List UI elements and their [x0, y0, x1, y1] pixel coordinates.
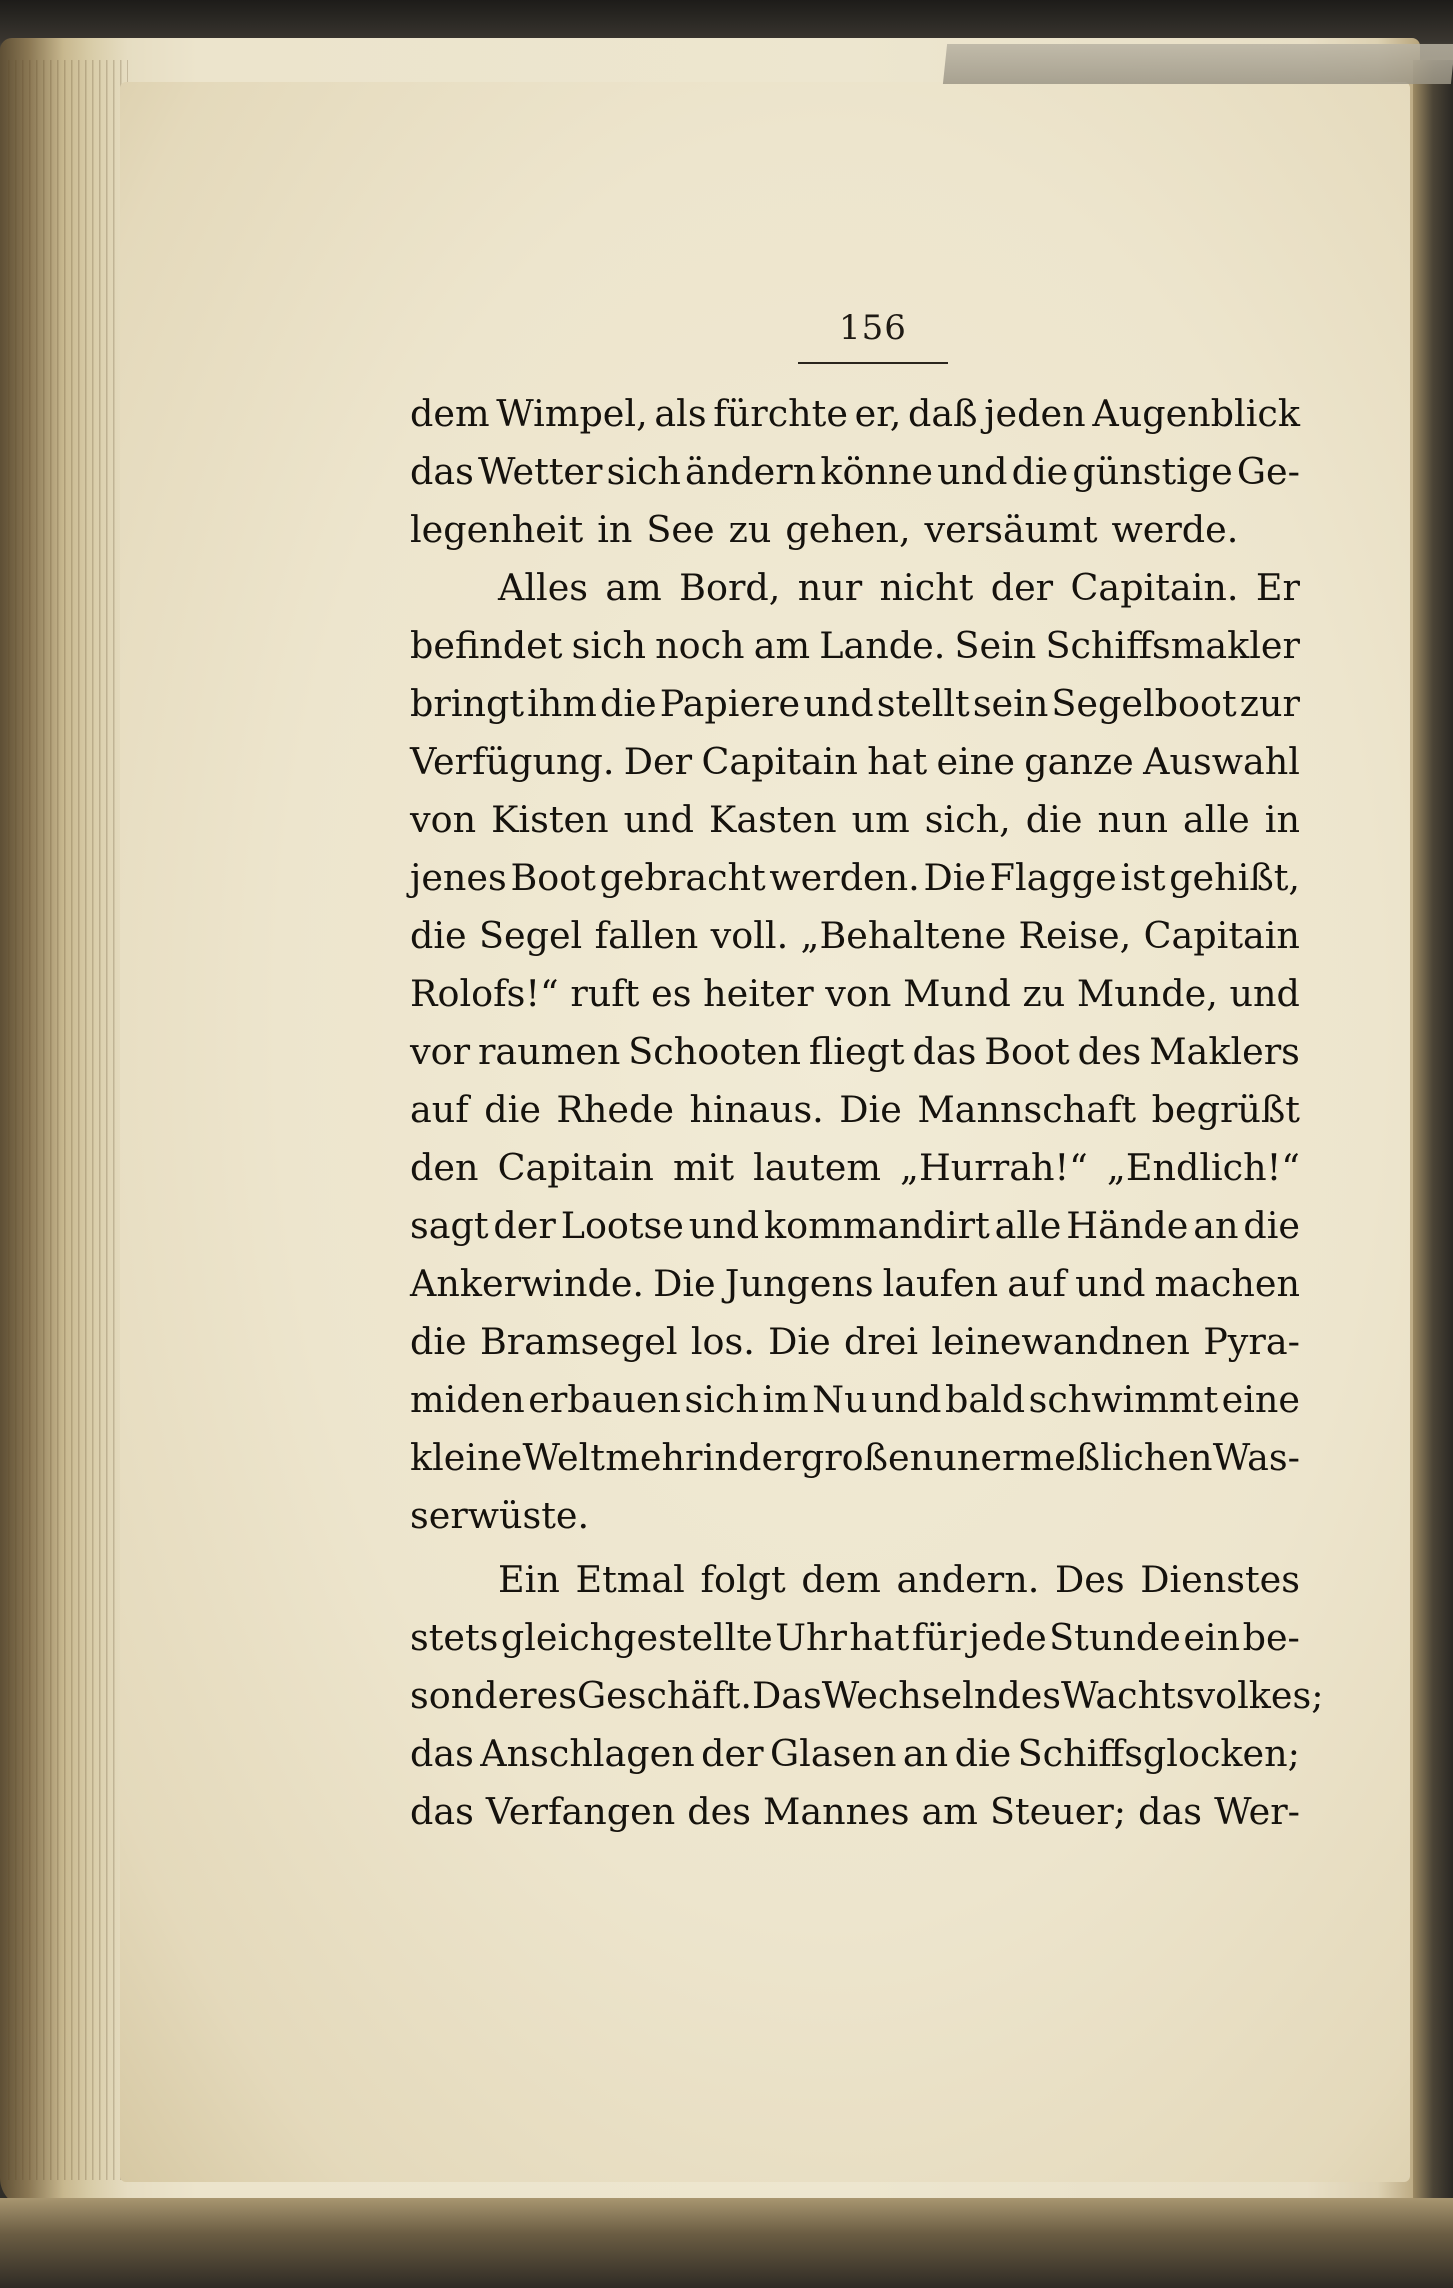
word: noch	[655, 624, 745, 667]
word: raumen	[477, 1030, 621, 1073]
word: ganze	[1024, 740, 1134, 783]
word: jede	[968, 1616, 1047, 1659]
word: Lande.	[819, 624, 946, 667]
word: Mannschaft	[917, 1088, 1137, 1131]
word: nur	[797, 566, 863, 609]
word: Capitain	[497, 1146, 654, 1189]
word: erbauen	[528, 1378, 682, 1421]
word: andern.	[896, 1558, 1040, 1601]
text-line	[410, 675, 1300, 733]
page-edges	[8, 60, 128, 2180]
word: Auswahl	[1143, 740, 1300, 783]
word: fürchte	[713, 392, 848, 435]
word: Ge-	[1236, 450, 1300, 493]
tape-strip	[943, 44, 1453, 84]
page-number-rule	[798, 362, 948, 364]
word: Augenblick	[1092, 392, 1300, 435]
word: Wimpel,	[496, 392, 648, 435]
word: fliegt	[808, 1030, 905, 1073]
word: Flagge	[989, 856, 1117, 899]
word: an	[902, 1732, 949, 1775]
word: gebracht	[599, 856, 766, 899]
word: Reise,	[1018, 914, 1132, 957]
word: sonderes	[410, 1674, 577, 1717]
word: eine	[936, 740, 1015, 783]
word: See	[646, 508, 715, 551]
word: Anschlagen	[480, 1732, 695, 1775]
word: hinaus.	[689, 1088, 824, 1131]
word: unermeßlichen	[933, 1436, 1213, 1479]
word: Alles	[498, 566, 589, 609]
body-text	[410, 385, 1324, 1841]
word: zur	[1239, 682, 1300, 725]
word: Das	[751, 1674, 822, 1717]
word: des	[1077, 1030, 1142, 1073]
word: Er	[1255, 566, 1300, 609]
word: Kasten	[709, 798, 837, 841]
text-line	[410, 965, 1300, 1023]
word: daß	[908, 392, 978, 435]
text-line	[410, 849, 1300, 907]
text-line	[410, 1551, 1300, 1609]
word: das	[410, 1732, 474, 1775]
word: Bord,	[679, 566, 781, 609]
word: als	[654, 392, 707, 435]
text-line	[410, 1313, 1300, 1371]
word: Schiffsmakler	[1045, 624, 1300, 667]
word: heiter	[703, 972, 814, 1015]
word: dem	[410, 392, 490, 435]
word: die	[954, 1732, 1012, 1775]
text-line	[410, 1023, 1300, 1081]
book-bottom-edge	[0, 2198, 1453, 2288]
word: der	[990, 566, 1054, 609]
word: sich	[606, 450, 681, 493]
word: in	[1264, 798, 1300, 841]
word: befindet	[410, 624, 563, 667]
word: Geschäft.	[576, 1674, 752, 1717]
word: die	[410, 914, 467, 957]
word: Der	[623, 740, 693, 783]
word: den	[410, 1146, 479, 1189]
word: Die	[839, 1088, 902, 1131]
word: Pyra-	[1203, 1320, 1300, 1363]
word: Verfügung.	[410, 740, 615, 783]
text-line	[410, 1667, 1324, 1725]
word: Wechseln	[821, 1674, 998, 1717]
word: die	[1011, 450, 1069, 493]
word: ist	[1120, 856, 1166, 899]
word: Schooten	[628, 1030, 801, 1073]
word: „Endlich!“	[1106, 1146, 1300, 1189]
word: Die	[653, 1262, 716, 1305]
word: stets	[410, 1616, 499, 1659]
word: und	[871, 1378, 942, 1421]
word: Schiffsglocken;	[1017, 1732, 1300, 1775]
word: Ein	[498, 1558, 560, 1601]
word: kleine	[410, 1436, 523, 1479]
word: alle	[1183, 798, 1250, 841]
word: sich	[571, 624, 646, 667]
word: Hände	[1066, 1204, 1189, 1247]
word: hat	[867, 740, 928, 783]
word: Glasen	[770, 1732, 897, 1775]
word: Uhr	[775, 1616, 847, 1659]
word: Kisten	[491, 798, 609, 841]
word: laufen	[882, 1262, 999, 1305]
word: Rhede	[556, 1088, 674, 1131]
word: Wer-	[1214, 1790, 1300, 1833]
word: Lootse	[560, 1204, 684, 1247]
word: folgt	[700, 1558, 786, 1601]
word: lautem	[753, 1146, 881, 1189]
word: von	[410, 798, 477, 841]
word: und	[803, 682, 874, 725]
word: gleichgestellte	[500, 1616, 773, 1659]
word: alle	[994, 1204, 1062, 1247]
text-line	[410, 1725, 1300, 1783]
word: machen	[1154, 1262, 1300, 1305]
word: auf	[1007, 1262, 1067, 1305]
word: und	[1075, 1262, 1146, 1305]
word: Welt	[522, 1436, 605, 1479]
word: Stunde	[1049, 1616, 1181, 1659]
text-line	[410, 1609, 1300, 1667]
text-line	[410, 791, 1300, 849]
word: werden.	[769, 856, 920, 899]
word: Segelboot	[1051, 682, 1237, 725]
text-line	[410, 1783, 1300, 1841]
word: zu	[728, 508, 772, 551]
word: die	[600, 682, 657, 725]
word: am	[605, 566, 662, 609]
word: Maklers	[1149, 1030, 1300, 1073]
word: der	[738, 1436, 801, 1479]
word: Jungens	[724, 1262, 874, 1305]
word: für	[911, 1616, 967, 1659]
word: Bramsegel	[479, 1320, 678, 1363]
word: und	[688, 1204, 760, 1247]
word: dem	[801, 1558, 881, 1601]
word: serwüste.	[410, 1494, 590, 1537]
text-line	[410, 1429, 1300, 1487]
word: fallen	[594, 914, 699, 957]
word: gehen,	[785, 508, 911, 551]
word: bringt	[410, 682, 525, 725]
text-line	[410, 559, 1300, 617]
word: des	[687, 1790, 751, 1833]
word: um	[851, 798, 910, 841]
word: die	[484, 1088, 541, 1131]
word: be-	[1242, 1616, 1300, 1659]
text-line	[410, 1255, 1300, 1313]
word: am	[753, 624, 811, 667]
word: in	[597, 508, 633, 551]
word: Dienstes	[1140, 1558, 1300, 1601]
word: und	[1229, 972, 1300, 1015]
word: er,	[854, 392, 902, 435]
word: Des	[1054, 1558, 1125, 1601]
word: Die	[923, 856, 986, 899]
word: zu	[1022, 972, 1066, 1015]
word: sich	[684, 1378, 759, 1421]
word: Segel	[478, 914, 583, 957]
word: das	[912, 1030, 977, 1073]
word: Capitain	[1143, 914, 1300, 957]
word: der	[493, 1204, 556, 1247]
word: Etmal	[575, 1558, 685, 1601]
word: und	[937, 450, 1008, 493]
book-spine-right	[1413, 60, 1453, 2260]
word: stellt	[876, 682, 970, 725]
text-line	[410, 733, 1300, 791]
text-line	[410, 907, 1300, 965]
text-line	[410, 1371, 1300, 1429]
word: auf	[410, 1088, 469, 1131]
word: nun	[1097, 798, 1168, 841]
text-line	[410, 1081, 1300, 1139]
word: Sein	[954, 624, 1037, 667]
word: günstige	[1072, 450, 1233, 493]
word: eine	[1221, 1378, 1300, 1421]
word: ruft	[570, 972, 640, 1015]
word: begrüßt	[1151, 1088, 1300, 1131]
word: „Hurrah!“	[900, 1146, 1088, 1189]
word: schwimmt	[1028, 1378, 1219, 1421]
word: es	[651, 972, 692, 1015]
word: voll.	[710, 914, 789, 957]
word: legenheit	[410, 508, 584, 551]
word: die	[410, 1320, 467, 1363]
word: in	[702, 1436, 738, 1479]
word: an	[1193, 1204, 1239, 1247]
word: sagt	[410, 1204, 489, 1247]
word: Was-	[1212, 1436, 1300, 1479]
word: gehißt,	[1169, 856, 1300, 899]
word: kommandirt	[764, 1204, 990, 1247]
word: hat	[849, 1616, 910, 1659]
word: Rolofs!“	[410, 972, 559, 1015]
word: Mannes	[763, 1790, 910, 1833]
word: Boot	[510, 856, 596, 899]
word: nicht	[879, 566, 974, 609]
word: Munde,	[1076, 972, 1218, 1015]
word: Steuer;	[989, 1790, 1127, 1833]
word: von	[825, 972, 892, 1015]
word: vor	[410, 1030, 471, 1073]
word: miden	[410, 1378, 525, 1421]
word: Wachtsvolkes;	[1061, 1674, 1324, 1717]
word: bald	[944, 1378, 1026, 1421]
text-line	[410, 617, 1300, 675]
word: der	[701, 1732, 764, 1775]
word: das	[410, 1790, 474, 1833]
word: „Behaltene	[800, 914, 1007, 957]
word: Papiere	[659, 682, 801, 725]
word: Boot	[984, 1030, 1070, 1073]
word: die	[1243, 1204, 1300, 1247]
word: und	[623, 798, 695, 841]
text-line	[410, 501, 1300, 559]
word: des	[997, 1674, 1062, 1717]
word: werde.	[1111, 508, 1239, 551]
page-number: 156	[839, 308, 907, 348]
word: Mund	[903, 972, 1011, 1015]
word: Capitain	[701, 740, 858, 783]
word: das	[410, 450, 474, 493]
text-line	[410, 1487, 1300, 1545]
text-line	[410, 443, 1300, 501]
word: sein	[972, 682, 1049, 725]
word: könne	[820, 450, 934, 493]
word: ein	[1183, 1616, 1241, 1659]
word: mehr	[605, 1436, 703, 1479]
word: Verfangen	[485, 1790, 676, 1833]
word: ihm	[527, 682, 597, 725]
word: das	[1138, 1790, 1203, 1833]
word: sich,	[924, 798, 1011, 841]
text-line	[410, 1197, 1300, 1255]
word: Die	[768, 1320, 831, 1363]
word: Capitain.	[1070, 566, 1239, 609]
word: die	[1025, 798, 1083, 841]
word: ändern	[685, 450, 817, 493]
word: Ankerwinde.	[410, 1262, 645, 1305]
word: jenes	[410, 856, 507, 899]
text-line	[410, 385, 1300, 443]
word: jeden	[984, 392, 1086, 435]
word: los.	[690, 1320, 755, 1363]
word: Wetter	[477, 450, 603, 493]
word: mit	[673, 1146, 734, 1189]
text-line	[410, 1139, 1300, 1197]
word: drei	[843, 1320, 919, 1363]
word: im	[762, 1378, 809, 1421]
word: großen	[800, 1436, 934, 1479]
word: leinewandnen	[931, 1320, 1190, 1363]
word: am	[921, 1790, 978, 1833]
word: Nu	[812, 1378, 868, 1421]
word: versäumt	[924, 508, 1098, 551]
